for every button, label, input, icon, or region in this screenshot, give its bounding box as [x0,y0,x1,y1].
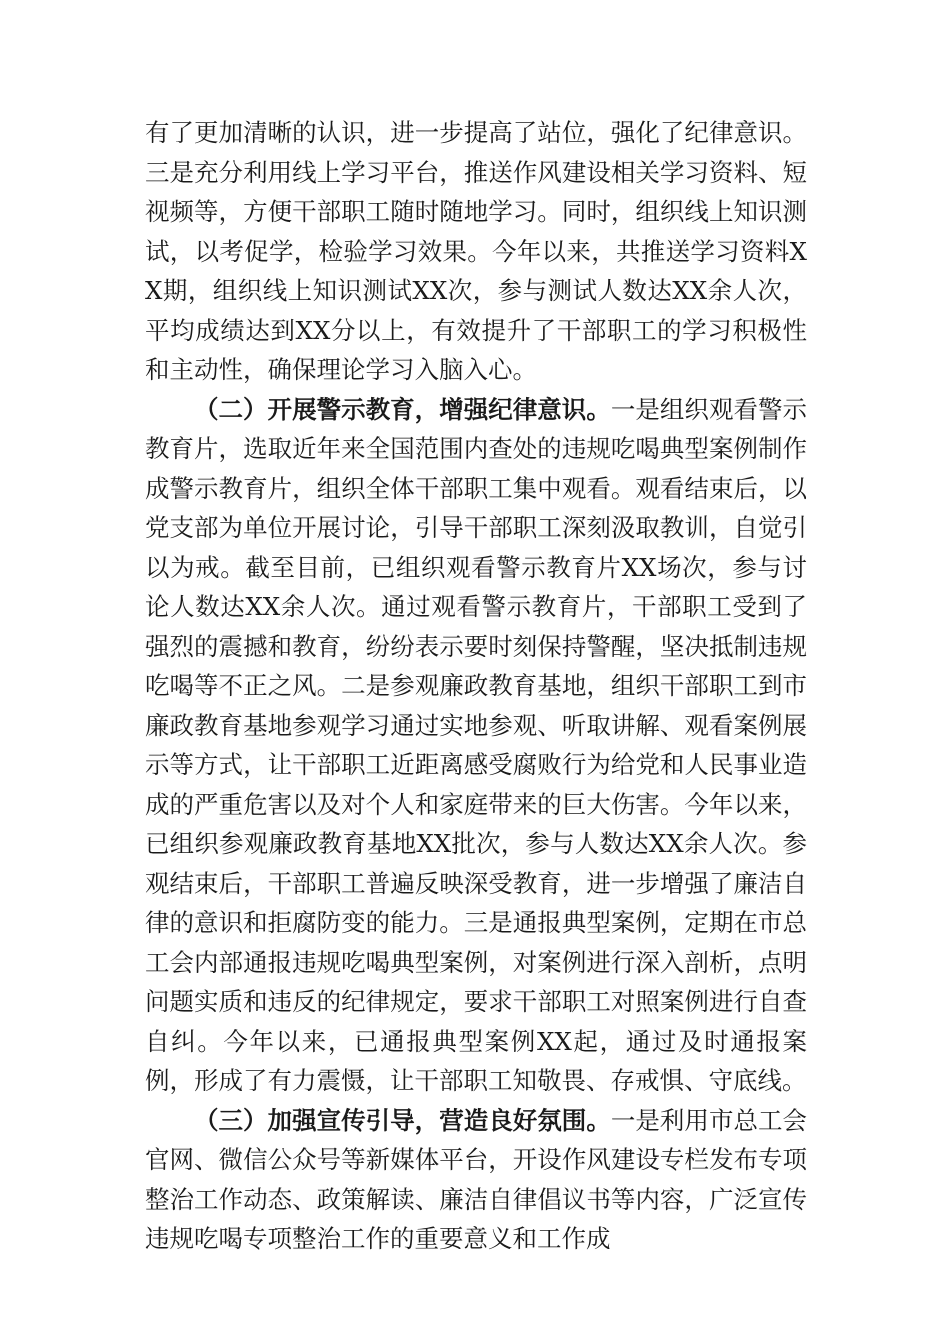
paragraph-text: 一是组织观看警示教育片，选取近年来全国范围内查处的违规吃喝典型案例制作成警示教育片，组织全体干部职工集中观看。观看结束后，以党支部为单位开展讨论，引导干部职工深刻汲取教训，自觉引以为戒。截至目前，已组织观看警示教育片XX场次，参与讨论人数达XX余人次。通过观看警示教育片，干部职工受到了强烈的震撼和教育，纷纷表示要时刻保持警醒，坚决抵制违规吃喝等不正之风。二是参观廉政教育基地，组织干部职工到市廉政教育基地参观学习通过实地参观、听取讲解、观看案例展示等方式，让干部职工近距离感受腐败行为给党和人民事业造成的严重危害以及对个人和家庭带来的巨大伤害。今年以来，已组织参观廉政教育基地XX批次，参与人数达XX余人次。参观结束后，干部职工普遍反映深受教育，进一步增强了廉洁自律的意识和拒腐防变的能力。三是通报典型案例，定期在市总工会内部通报违规吃喝典型案例，对案例进行深入剖析，点明问题实质和违反的纪律规定，要求干部职工对照案例进行自查自纠。今年以来，已通报典型案例XX起，通过及时通报案例，形成了有力震慑，让干部职工知敬畏、存戒惧、守底线。 [145,394,808,1095]
paragraph-warning-education [145,390,807,1101]
section-heading-3: （三）加强宣传引导，营造良好氛围。 [194,1105,611,1135]
paragraph-continued [145,113,807,390]
paragraph-text: 有了更加清晰的认识，进一步提高了站位，强化了纪律意识。三是充分利用线上学习平台，推送作风建设相关学习资料、短视频等，方便干部职工随时随地学习。同时，组织线上知识测试，以考促学，检验学习效果。今年以来，共推送学习资料XX期，组织线上知识测试XX次，参与测试人数达XX余人次，平均成绩达到XX分以上，有效提升了干部职工的学习积极性和主动性，确保理论学习入脑入心。 [145,118,807,384]
paragraph-text: 一是利用市总工会官网、微信公众号等新媒体平台，开设作风建设专栏发布专项整治工作动态、政策解读、廉洁自律倡议书等内容，广泛宣传违规吃喝专项整治工作的重要意义和工作成 [145,1105,808,1253]
paragraph-publicity-guidance [145,1101,807,1259]
section-heading-2: （二）开展警示教育，增强纪律意识。 [194,394,611,424]
document-body [145,113,807,1259]
